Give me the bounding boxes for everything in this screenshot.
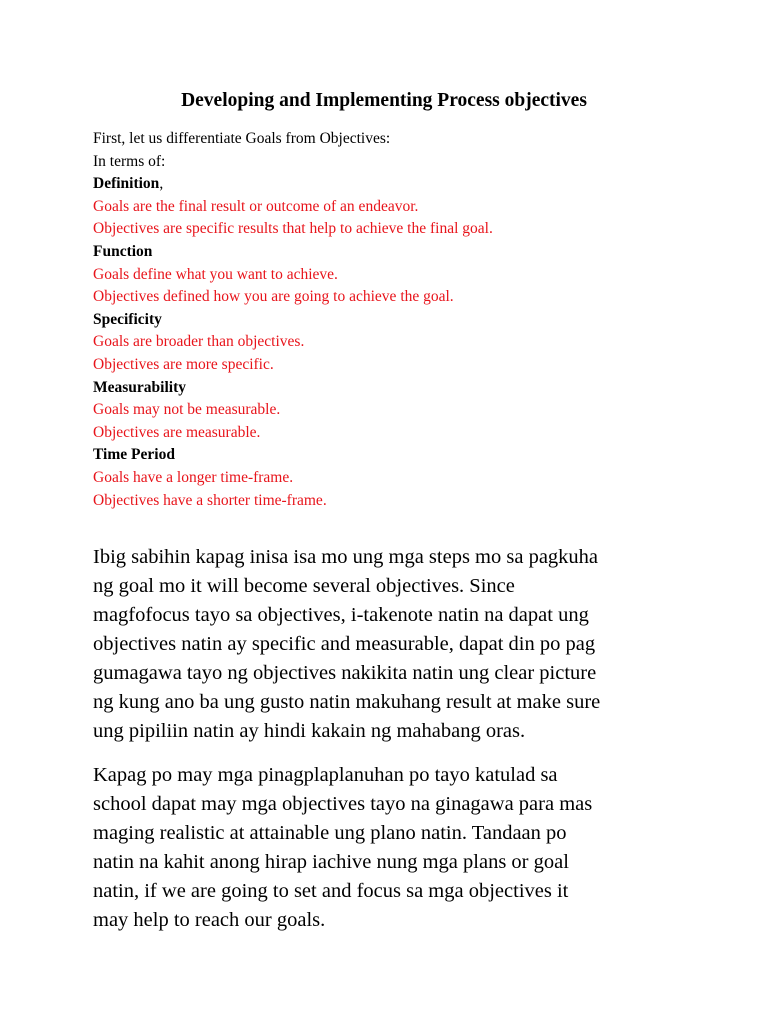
goal-statement: Goals have a longer time-frame. (93, 468, 294, 486)
section-heading-definition: Definition, (93, 175, 164, 193)
section-heading-function: Function (93, 242, 153, 260)
paragraph-line: Kapag po may mga pinagplaplanuhan po tayo katulad sa (93, 764, 558, 786)
paragraph-line: objectives natin ay specific and measurable, dapat din po pag (93, 633, 596, 655)
paragraph-line: magfofocus tayo sa objectives, i-takenote natin na dapat ung (93, 604, 589, 626)
objective-statement: Objectives are more specific. (93, 355, 274, 373)
paragraph-line: natin na kahit anong hirap iachive nung mga plans or goal (93, 851, 569, 873)
goal-statement: Goals may not be measurable. (93, 401, 281, 419)
intro-line: First, let us differentiate Goals from Objectives: (93, 130, 391, 147)
paragraph-line: natin, if we are going to set and focus sa mga objectives it (93, 880, 569, 902)
objective-statement: Objectives are measurable. (93, 423, 261, 441)
paragraph-line: maging realistic at attainable ung plano natin. Tandaan po (93, 822, 567, 844)
goal-statement: Goals are broader than objectives. (93, 333, 305, 351)
goals-vs-objectives-list (93, 128, 713, 512)
objective-statement: Objectives defined how you are going to achieve the goal. (93, 288, 454, 306)
document-title: Developing and Implementing Process objectives (181, 90, 587, 111)
objective-statement: Objectives are specific results that help to achieve the final goal. (93, 220, 493, 238)
paragraph-line: ng goal mo it will become several objectives. Since (93, 575, 515, 597)
intro-line: In terms of: (93, 152, 166, 170)
section-heading-specificity: Specificity (93, 310, 162, 328)
paragraph-line: ng kung ano ba ung gusto natin makuhang result at make sure (93, 691, 601, 713)
paragraph-line: Ibig sabihin kapag inisa isa mo ung mga steps mo sa pagkuha (93, 546, 599, 568)
goal-statement: Goals define what you want to achieve. (93, 265, 338, 283)
body-paragraph (93, 761, 703, 935)
paragraph-line: may help to reach our goals. (93, 909, 326, 931)
section-heading-measurability: Measurability (93, 378, 186, 396)
section-heading-time-period: Time Period (93, 446, 175, 464)
paragraph-line: school dapat may mga objectives tayo na ginagawa para mas (93, 793, 593, 815)
goal-statement: Goals are the final result or outcome of an endeavor. (93, 197, 419, 215)
body-paragraph (93, 543, 703, 746)
paragraph-line: gumagawa tayo ng objectives nakikita natin ung clear picture (93, 662, 597, 684)
objective-statement: Objectives have a shorter time-frame. (93, 491, 327, 509)
paragraph-line: ung pipiliin natin ay hindi kakain ng mahabang oras. (93, 720, 526, 742)
